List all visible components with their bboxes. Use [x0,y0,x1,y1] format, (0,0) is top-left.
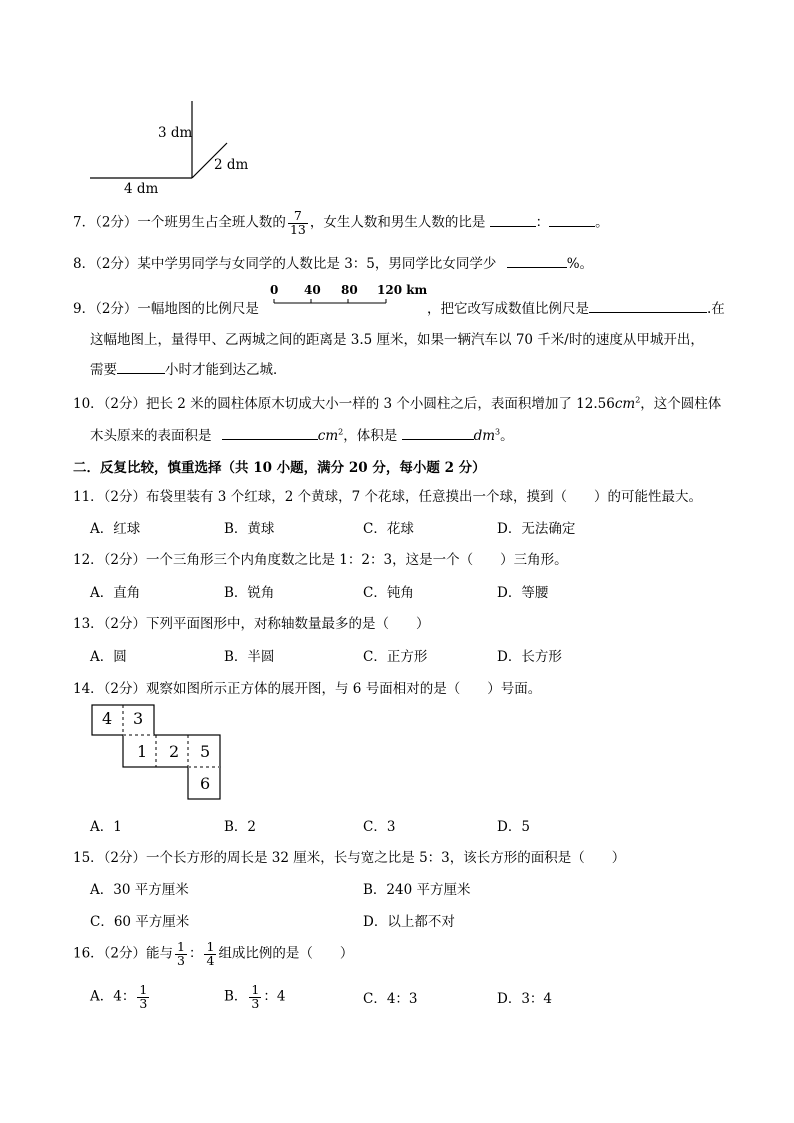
q16-text-b: 组成比例的是（ ） [218,945,354,962]
question-15: 15．（2分）一个长方形的周长是 32 厘米，长与宽之比是 5：3，该长方形的面积是（ ） [73,850,626,866]
q16-option-a[interactable] [90,984,151,1010]
q16-option-d[interactable]: D．3：4 [497,991,553,1007]
q16-option-b[interactable] [224,984,285,1010]
q7-num: 7 [288,210,308,224]
q15-option-d[interactable]: D．以上都不对 [363,914,455,930]
section-2-heading: 二．反复比较，慎重选择（共 10 小题，满分 20 分，每小题 2 分） [73,460,486,476]
q7-end: 。 [595,214,609,231]
q7-blank-2[interactable] [549,214,595,227]
q11-option-a[interactable]: A．红球 [90,521,141,537]
q10-text-b: ，这个圆柱体 [640,396,722,412]
dimension-figure-svg [85,98,255,198]
scale-label-80: 80 [341,283,358,297]
q12-option-d[interactable]: D．等腰 [497,585,549,601]
q11-option-d[interactable]: D．无法确定 [497,521,576,537]
q16-opt-b-num: 1 [251,982,260,997]
q9-text-a: 9．（2分）一幅地图的比例尺是 [73,301,259,317]
q16-opt-b-fraction [249,984,261,1010]
q15-option-a[interactable]: A．30 平方厘米 [90,882,189,898]
q10-blank-area[interactable] [222,427,318,440]
question-7 [73,210,609,236]
q16-f1-den: 3 [177,952,185,968]
q15-option-b[interactable]: B．240 平方厘米 [363,882,471,898]
q13-option-c[interactable]: C．正方形 [363,649,428,665]
question-8 [73,252,593,272]
q9-text-b: ，把它改写成数值比例尺是 [427,301,589,317]
q12-option-b[interactable]: B．锐角 [224,585,275,601]
q7-text-a: 7．（2分）一个班男生占全班人数的 [73,214,286,231]
question-9-line1b [427,297,725,317]
q16-opt-a-fraction [137,984,149,1010]
question-10-line2 [90,424,514,444]
net-face-3: 3 [133,709,144,728]
q16-opt-b-post: ：4 [263,988,286,1005]
q16-opt-b-den: 3 [251,995,260,1011]
question-9-line3 [90,358,287,378]
q16-opt-a-num: 1 [139,982,148,997]
q16-fraction-2 [204,941,216,967]
q15-option-c[interactable]: C．60 平方厘米 [90,914,190,930]
q16-opt-b-pre: B． [224,988,248,1005]
question-14: 14．（2分）观察如图所示正方体的展开图，与 6 号面相对的是（ ）号面。 [73,681,542,697]
net-face-2: 2 [169,742,180,761]
question-9-line2: 这幅地图上，量得甲、乙两城之间的距离是 3.5 厘米，如果一辆汽车以 70 千米/时的速度从甲城开出， [90,332,704,348]
q10-text-d: ，体积是 [343,428,398,444]
q10-unit-cm: cm [614,396,636,412]
q16-f2-den: 4 [206,952,215,968]
q14-option-d[interactable]: D．5 [497,819,530,835]
q8-blank[interactable] [507,255,567,268]
net-face-1: 1 [137,742,148,761]
scale-label-0: 0 [270,283,279,297]
q11-option-c[interactable]: C．花球 [363,521,414,537]
q16-colon: ： [188,945,203,962]
q9-text-need: 需要 [90,362,117,378]
net-face-5: 5 [200,742,211,761]
q13-option-a[interactable]: A．圆 [90,649,127,665]
q11-option-b[interactable]: B．黄球 [224,521,275,537]
q9-blank-1[interactable] [589,300,707,313]
q10-end: 。 [500,428,514,444]
question-11: 11．（2分）布袋里装有 3 个红球，2 个黄球，7 个花球，任意摸出一个球，摸到（ ）的可能性最大。 [73,489,702,505]
q13-option-d[interactable]: D．长方形 [497,649,562,665]
q16-f1-num: 1 [177,939,185,954]
q10-sq: 2 [635,395,641,405]
q9-text-arrive: 小时才能到达乙城． [165,362,287,378]
question-12: 12．（2分）一个三角形三个内角度数之比是 1：2：3，这是一个（ ）三角形。 [73,552,568,568]
height-label: 3 dm [158,125,193,141]
q16-f2-num: 1 [206,939,215,954]
net-face-6: 6 [200,774,211,793]
q10-unit-dm: dm [473,428,496,444]
depth-label: 2 dm [214,157,249,173]
question-9-line1 [73,297,259,317]
q7-fraction [288,210,308,236]
q7-colon: ： [535,214,550,231]
q9-blank-2[interactable] [117,361,165,374]
q10-blank-volume[interactable] [402,427,474,440]
q9-text-c: .在 [707,301,725,317]
q16-opt-a-den: 3 [139,995,148,1011]
q7-den: 13 [289,221,306,237]
q14-option-a[interactable]: A．1 [90,819,122,835]
q14-option-b[interactable]: B．2 [224,819,257,835]
net-face-4: 4 [102,709,113,728]
q16-option-c[interactable]: C．4：3 [363,991,418,1007]
scale-label-120km: 120 km [377,283,428,297]
q8-text: 8．（2分）某中学男同学与女同学的人数比是 3：5，男同学比女同学少 [73,256,497,272]
q14-option-c[interactable]: C．3 [363,819,396,835]
q8-end: %。 [566,256,594,272]
scale-label-40: 40 [304,283,321,297]
dimension-figure [85,98,255,198]
q12-option-a[interactable]: A．直角 [90,585,141,601]
q10-text-a: 10．（2分）把长 2 米的圆柱体原木切成大小一样的 3 个小圆柱之后，表面积增加了 12.56 [73,396,615,412]
q16-fraction-1 [175,941,187,967]
q12-option-c[interactable]: C．钝角 [363,585,414,601]
q13-option-b[interactable]: B．半圆 [224,649,275,665]
q10-cube: 3 [495,427,501,437]
q16-opt-a-pre: A．4： [90,988,136,1005]
q16-text-a: 16．（2分）能与 [73,945,174,962]
q7-text-b: ，女生人数和男生人数的比是 [309,214,486,231]
question-13: 13．（2分）下列平面图形中，对称轴数量最多的是（ ） [73,616,430,632]
q7-blank-1[interactable] [490,214,536,227]
width-label: 4 dm [124,181,159,197]
question-10-line1 [73,392,721,412]
q10-text-c: 木头原来的表面积是 [90,428,212,444]
question-16 [73,941,353,967]
q10-sq2: 2 [338,427,344,437]
q10-unit-cm2: cm [317,428,339,444]
